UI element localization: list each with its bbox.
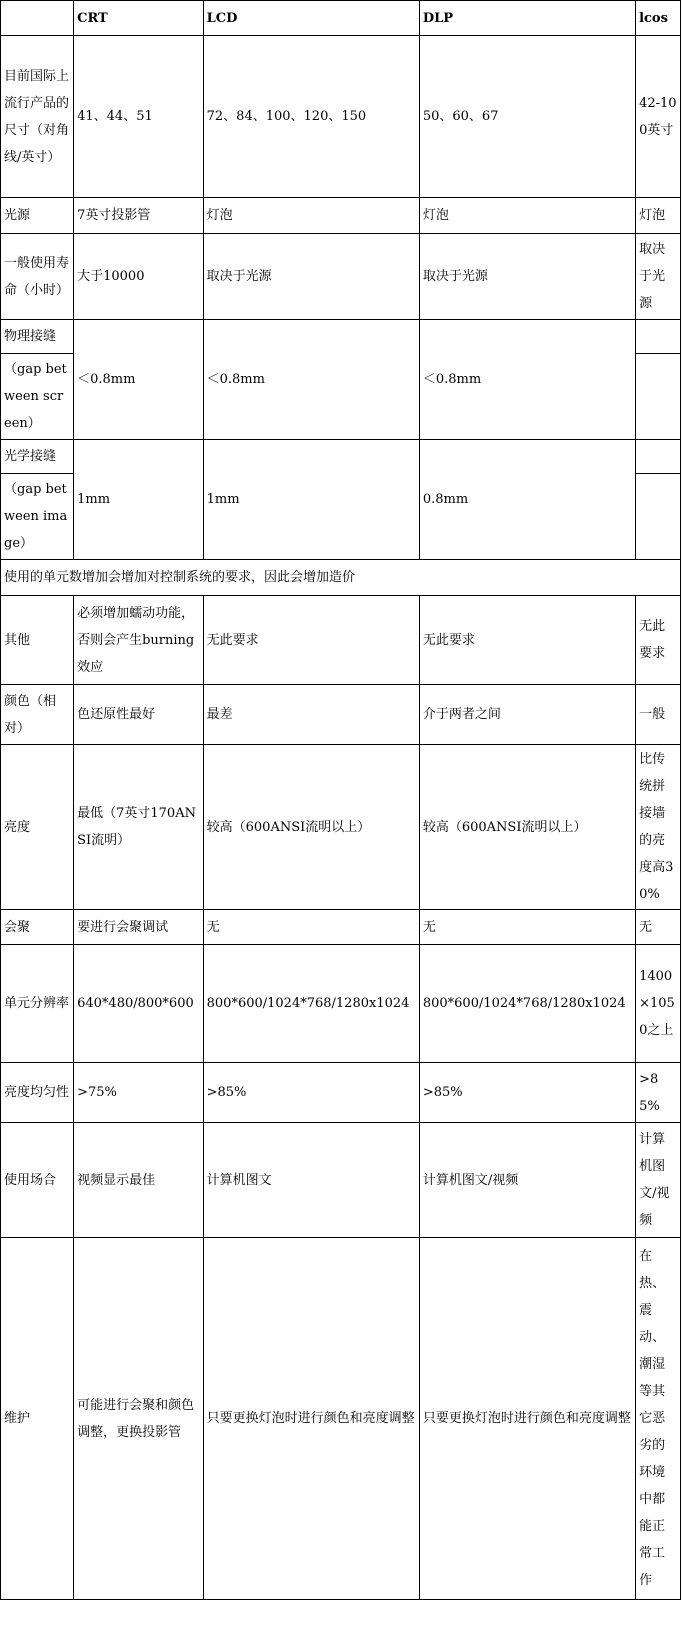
- cell-size-lcos: 42-100英寸: [636, 36, 681, 198]
- cell-color-lcos: 一般: [636, 685, 681, 745]
- cell-life-crt: 大于10000: [74, 234, 204, 320]
- row-optical-gap-a: [1, 440, 681, 474]
- cell-color-dlp: 介于两者之间: [419, 685, 635, 745]
- cell-other-lcd: 无此要求: [203, 596, 419, 685]
- cell-color-lcd: 最差: [203, 685, 419, 745]
- cell-uniformity-lcd: >85%: [203, 1063, 419, 1123]
- row-life: [1, 234, 681, 320]
- cell-maintenance-lcos: 在热、震动、潮湿等其它恶劣的环境中都能正常工作: [636, 1238, 681, 1600]
- cell-uniformity-dlp: >85%: [419, 1063, 635, 1123]
- cell-resolution-lcos: 1400×1050之上: [636, 945, 681, 1063]
- row-uniformity: [1, 1063, 681, 1123]
- cell-brightness-lcos: 比传统拼接墙的亮度高30%: [636, 745, 681, 910]
- header-empty-cell: [1, 1, 74, 36]
- row-label-maintenance: 维护: [1, 1238, 74, 1600]
- row-other: [1, 596, 681, 685]
- cell-physical-gap-lcos-b: [636, 354, 681, 440]
- row-label-resolution: 单元分辨率: [1, 945, 74, 1063]
- cell-usage-lcd: 计算机图文: [203, 1123, 419, 1238]
- row-label-usage: 使用场合: [1, 1123, 74, 1238]
- cell-size-dlp: 50、60、67: [419, 36, 635, 198]
- header-crt: CRT: [74, 1, 204, 36]
- cell-physical-gap-lcd: ＜0.8mm: [203, 320, 419, 440]
- row-note: [1, 560, 681, 596]
- cell-maintenance-crt: 可能进行会聚和颜色调整，更换投影管: [74, 1238, 204, 1600]
- note-cell: 使用的单元数增加会增加对控制系统的要求，因此会增加造价: [1, 560, 681, 596]
- cell-color-crt: 色还原性最好: [74, 685, 204, 745]
- header-lcos: lcos: [636, 1, 681, 36]
- row-label-brightness: 亮度: [1, 745, 74, 910]
- row-usage: [1, 1123, 681, 1238]
- row-label-optical-gap-en: （gap between image）: [1, 474, 74, 560]
- cell-resolution-crt: 640*480/800*600: [74, 945, 204, 1063]
- row-convergence: [1, 910, 681, 945]
- header-dlp: DLP: [419, 1, 635, 36]
- cell-other-crt: 必须增加蠕动功能，否则会产生burning效应: [74, 596, 204, 685]
- cell-convergence-dlp: 无: [419, 910, 635, 945]
- cell-uniformity-crt: >75%: [74, 1063, 204, 1123]
- cell-maintenance-dlp: 只要更换灯泡时进行颜色和亮度调整: [419, 1238, 635, 1600]
- cell-uniformity-lcos: >85%: [636, 1063, 681, 1123]
- cell-size-crt: 41、44、51: [74, 36, 204, 198]
- cell-usage-lcos: 计算机图文/视频: [636, 1123, 681, 1238]
- cell-size-lcd: 72、84、100、120、150: [203, 36, 419, 198]
- cell-convergence-crt: 要进行会聚调试: [74, 910, 204, 945]
- row-label-uniformity: 亮度均匀性: [1, 1063, 74, 1123]
- row-label-optical-gap: 光学接缝: [1, 440, 74, 474]
- cell-convergence-lcos: 无: [636, 910, 681, 945]
- row-brightness: [1, 745, 681, 910]
- cell-brightness-crt: 最低（7英寸170ANSI流明）: [74, 745, 204, 910]
- cell-physical-gap-dlp: ＜0.8mm: [419, 320, 635, 440]
- cell-usage-crt: 视频显示最佳: [74, 1123, 204, 1238]
- cell-physical-gap-crt: ＜0.8mm: [74, 320, 204, 440]
- cell-optical-gap-lcos-a: [636, 440, 681, 474]
- row-maintenance: [1, 1238, 681, 1600]
- cell-life-lcd: 取决于光源: [203, 234, 419, 320]
- cell-light-lcos: 灯泡: [636, 198, 681, 234]
- row-resolution: [1, 945, 681, 1063]
- row-label-physical-gap: 物理接缝: [1, 320, 74, 354]
- row-label-life: 一般使用寿命（小时）: [1, 234, 74, 320]
- row-label-physical-gap-en: （gap between screen）: [1, 354, 74, 440]
- cell-brightness-dlp: 较高（600ANSI流明以上）: [419, 745, 635, 910]
- header-row: [1, 1, 681, 36]
- cell-convergence-lcd: 无: [203, 910, 419, 945]
- cell-light-lcd: 灯泡: [203, 198, 419, 234]
- cell-other-lcos: 无此要求: [636, 596, 681, 685]
- row-label-other: 其他: [1, 596, 74, 685]
- cell-physical-gap-lcos-a: [636, 320, 681, 354]
- cell-optical-gap-lcd: 1mm: [203, 440, 419, 560]
- row-label-light-source: 光源: [1, 198, 74, 234]
- cell-resolution-lcd: 800*600/1024*768/1280x1024: [203, 945, 419, 1063]
- cell-optical-gap-lcos-b: [636, 474, 681, 560]
- cell-other-dlp: 无此要求: [419, 596, 635, 685]
- cell-resolution-dlp: 800*600/1024*768/1280x1024: [419, 945, 635, 1063]
- cell-life-lcos: 取决于光源: [636, 234, 681, 320]
- cell-optical-gap-crt: 1mm: [74, 440, 204, 560]
- cell-light-crt: 7英寸投影管: [74, 198, 204, 234]
- cell-optical-gap-dlp: 0.8mm: [419, 440, 635, 560]
- cell-life-dlp: 取决于光源: [419, 234, 635, 320]
- cell-usage-dlp: 计算机图文/视频: [419, 1123, 635, 1238]
- row-color: [1, 685, 681, 745]
- row-physical-gap-a: [1, 320, 681, 354]
- row-label-color: 颜色（相对）: [1, 685, 74, 745]
- cell-maintenance-lcd: 只要更换灯泡时进行颜色和亮度调整: [203, 1238, 419, 1600]
- row-size: [1, 36, 681, 198]
- row-label-convergence: 会聚: [1, 910, 74, 945]
- row-label-size: 目前国际上流行产品的尺寸（对角线/英寸）: [1, 36, 74, 198]
- cell-brightness-lcd: 较高（600ANSI流明以上）: [203, 745, 419, 910]
- cell-light-dlp: 灯泡: [419, 198, 635, 234]
- row-light-source: [1, 198, 681, 234]
- header-lcd: LCD: [203, 1, 419, 36]
